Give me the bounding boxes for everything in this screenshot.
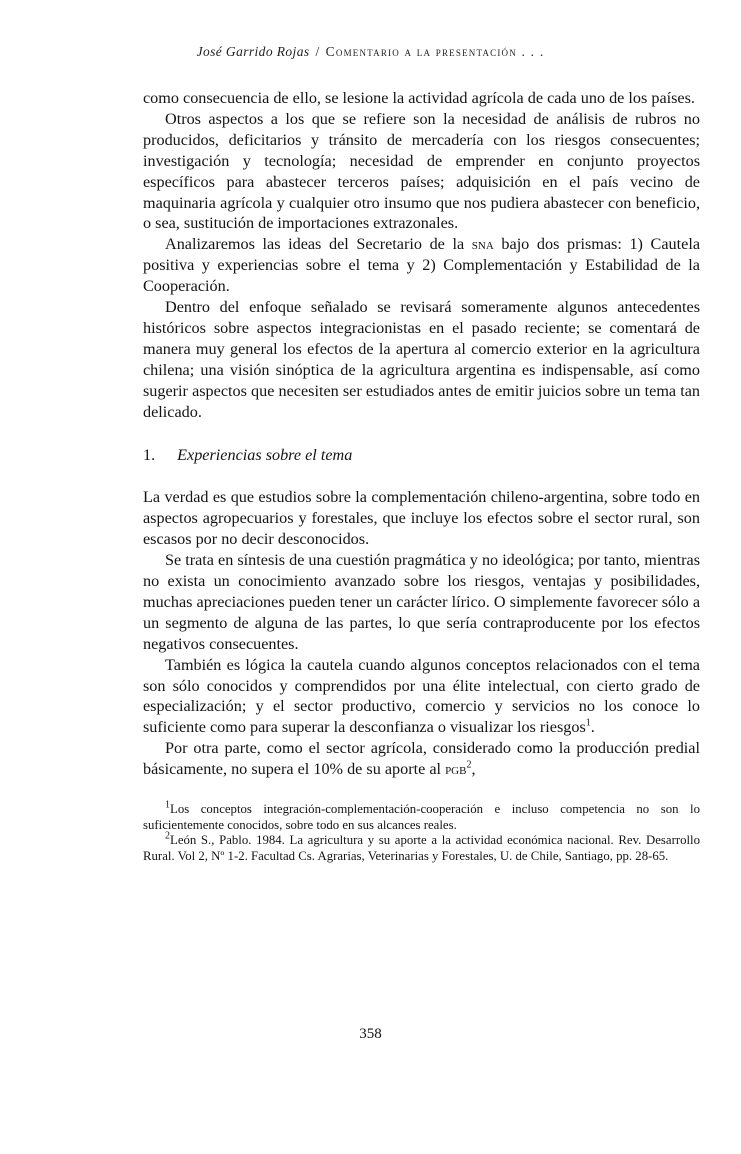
paragraph-continuation: como consecuencia de ello, se lesione la actividad agrícola de cada uno de los países. — [143, 89, 695, 107]
section-paragraph-truth: La verdad es que estudios sobre la complementación chileno-argentina, sobre todo en aspectos agropecuarios y forestales, que incluye los efectos sobre el sector rural, son escasos por no decir desconocidos. — [143, 488, 700, 549]
section-number: 1. — [143, 445, 156, 464]
section-paragraph-agricultural — [143, 738, 700, 780]
header-title: Comentario a la presentación . . . — [325, 44, 545, 59]
footnotes — [143, 799, 700, 864]
section-heading — [143, 445, 700, 466]
running-header — [0, 44, 741, 60]
section-paragraph-pragmatic: Se trata en síntesis de una cuestión pragmática y no ideológica; por tanto, mientras no exista un conocimiento avanzado sobre los riesgos, ventajas y posibilidades, muchas apreciaciones pueden tener un carácter lírico. O simplemente favorecer sólo a un segmento de alguna de las partes, lo que sería contraproducente por los efectos negativos consecuentes. — [143, 551, 700, 653]
caution-end: . — [590, 718, 595, 737]
footnote-1 — [143, 799, 700, 833]
footnote-1-text: Los conceptos integración-complementación-cooperación e incluso competencia no son lo suficientemente conocidos, sobre todo en sus alcances reales. — [143, 802, 700, 832]
page-body — [143, 88, 700, 864]
header-separator: / — [315, 44, 320, 59]
caution-text: También es lógica la cautela cuando algunos conceptos relacionados con el tema son sólo conocidos y comprendidos por una élite intelectual, con cierto grado de especialización; y el sector productivo, comercio y servicios no los conoce lo suficiente como para superar la desconfianza o visualizar los riesgos — [143, 655, 700, 737]
paragraph-focus: Dentro del enfoque señalado se revisará someramente algunos antecedentes históricos sobre aspectos integracionistas en el pasado reciente; se comentará de manera muy general los efectos de la apertura al comercio exterior en la agricultura chilena; una visión sinóptica de la agricultura argentina es indispensable, así como sugerir aspectos que necesiten ser estudiados antes de emitir juicios sobre un tema tan delicado. — [143, 298, 700, 421]
page-number: 358 — [359, 1026, 382, 1042]
footnote-2-text: León S., Pablo. 1984. La agricultura y su aporte a la actividad económica nacional. Rev. Desarrollo Rural. Vol 2, Nº 1-2. Facultad Cs. Agrarias, Veterinarias y Forestales, U. de Chile, Santiago, pp. 28-65. — [143, 833, 700, 863]
section-paragraph-caution — [143, 655, 700, 739]
agricultural-end: , — [471, 760, 476, 779]
footnote-ref-1: 1 — [585, 717, 591, 729]
paragraph-analysis-start: Analizaremos las ideas del Secretario de la — [165, 235, 472, 254]
footnote-2 — [143, 830, 700, 864]
section-title: Experiencias sobre el tema — [177, 445, 353, 464]
paragraph-analysis-end: bajo dos prismas: 1) Cautela positiva y experiencias sobre el tema y 2) Complementación y Estabilidad de la Cooperación. — [143, 235, 700, 296]
agricultural-text: Por otra parte, como el sector agrícola, considerado como la producción predial básicamente, no supera el 10% de su aporte al — [143, 739, 700, 779]
abbr-pgb: pgb — [445, 760, 467, 779]
footnote-ref-2: 2 — [466, 759, 472, 771]
footnote-1-mark: 1 — [165, 799, 170, 811]
footnote-2-mark: 2 — [165, 830, 170, 842]
paragraph-analysis — [143, 234, 700, 297]
abbr-sna: sna — [471, 235, 494, 254]
header-author: José Garrido Rojas — [196, 44, 310, 59]
paragraph-other-aspects: Otros aspectos a los que se refiere son la necesidad de análisis de rubros no producidos, deficitarios y tránsito de mercadería con los riesgos consecuentes; investigación y tecnología; necesidad de emprender en conjunto proyectos específicos para abastecer terceros países; adquisición en el país vecino de maquinaria agrícola y cualquier otro insumo que nos pudiera abastecer con beneficio, o sea, sustitución de importaciones extrazonales. — [143, 109, 700, 233]
